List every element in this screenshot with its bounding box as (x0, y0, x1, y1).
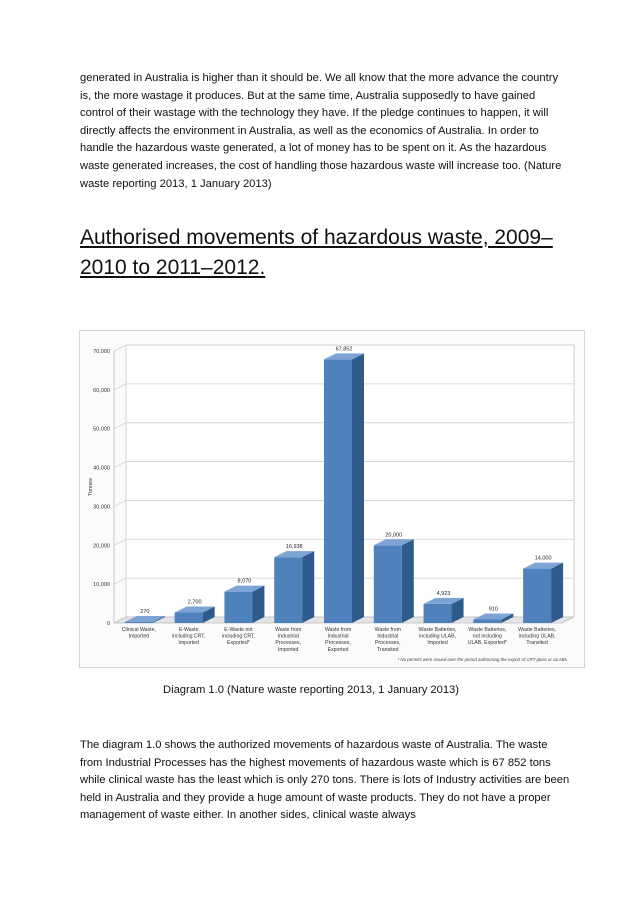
x-tick-label: Industrial (327, 633, 349, 640)
y-tick-label: 60,000 (93, 387, 110, 394)
x-tick-label: Imported (427, 640, 448, 647)
bar (374, 545, 402, 623)
bar (324, 359, 352, 623)
bar (125, 622, 153, 623)
data-label: 14,000 (534, 555, 552, 562)
x-tick-label: not including (472, 633, 502, 640)
x-tick-label: including CRT, (171, 633, 206, 640)
bar (473, 619, 501, 623)
x-tick-label: Waste from (374, 627, 401, 633)
data-label: 20,000 (385, 532, 403, 539)
bar (175, 613, 203, 623)
x-tick-label: Waste Batteries, (418, 627, 457, 633)
x-tick-label: Industrial (377, 633, 399, 640)
x-tick-label: including ULAB, (518, 633, 556, 640)
x-tick-label: ULAB, Exported* (467, 640, 507, 647)
y-tick-label: 20,000 (93, 543, 110, 550)
y-tick-label: 10,000 (93, 582, 110, 589)
y-tick-label: 40,000 (93, 465, 110, 472)
x-tick-label: Waste from (275, 627, 302, 633)
data-label: 67,852 (335, 346, 353, 353)
y-axis-label: Tonnes (88, 478, 94, 496)
data-label: 16,938 (285, 544, 303, 551)
x-tick-label: Exported* (227, 640, 250, 647)
x-tick-label: including ULAB, (419, 633, 457, 640)
diagram-caption: Diagram 1.0 (Nature waste reporting 2013, 1 January 2013) (163, 684, 460, 696)
analysis-paragraph: The diagram 1.0 shows the authorized movements of hazardous waste of Australia. The waste from Industrial Processes has the highest movements of hazardous waste which is 67 852 tons while clinical waste has the least which is only 270 tons. There is lots of Industry activities are been held in Australia and they provide a huge amount of waste products. They do not have a proper management of waste either. In another sides, clinical waste always (80, 739, 570, 822)
x-tick-label: Transited (377, 646, 399, 653)
data-label: 910 (488, 606, 498, 613)
bar (424, 604, 452, 623)
y-tick-label: 30,000 (93, 504, 110, 511)
bar-side (252, 586, 264, 623)
x-tick-label: Imported (128, 633, 150, 640)
x-tick-label: Processes, (275, 640, 302, 647)
data-label: 4,923 (436, 590, 451, 597)
data-label: 8,070 (237, 578, 252, 585)
x-tick-label: Waste from (324, 627, 352, 633)
bar (523, 569, 551, 623)
x-tick-label: Industrial (277, 633, 299, 640)
x-tick-label: Waste Batteries, (518, 627, 557, 633)
bar (274, 557, 302, 623)
x-tick-label: Transited (526, 640, 548, 647)
data-label: 270 (140, 608, 150, 615)
x-tick-label: including CRT, (221, 633, 256, 640)
x-tick-label: Imported (277, 646, 299, 653)
x-tick-label: Clinical Waste, (121, 627, 156, 633)
bar-side (352, 353, 364, 623)
x-tick-label: Exported (327, 646, 349, 653)
y-tick-label: 0 (106, 621, 110, 627)
chart-footnote: * No permits were issued over the period authorising the export of CRT glass or ULABs. (397, 657, 568, 662)
bar (224, 592, 252, 623)
x-tick-label: Waste Batteries, (468, 627, 507, 633)
bar-side (302, 551, 314, 623)
chart-figure (79, 330, 585, 668)
intro-paragraph: generated in Australia is higher than it should be. We all know that the more advance the country is, the more wastage it produces. But at the same time, Australia supposedly to have gained control of their wastage with the technology they have. If the pledge continues to happen, it will directly affects the environment in Australia, as well as the economics of Australia. In order to handle the hazardous waste generated, a lot of money has to be spent on it. As the hazardous waste generated increases, the cost of handling those hazardous waste will increase too. (Nature waste reporting 2013, 1 January 2013) (80, 72, 562, 190)
x-tick-label: Imported (178, 640, 199, 647)
x-tick-label: Processes, (374, 640, 401, 647)
x-tick-label: E-Waste (178, 627, 199, 633)
data-label: 2,700 (187, 599, 202, 606)
y-tick-label: 70,000 (93, 349, 110, 355)
bar-side (402, 539, 414, 623)
x-tick-label: E-Waste not (224, 627, 253, 633)
y-tick-label: 50,000 (93, 426, 110, 433)
x-tick-label: Processes, (325, 640, 351, 647)
bar-chart (80, 331, 584, 667)
bar-side (551, 563, 563, 623)
section-heading: Authorised movements of hazardous waste, 2009–2010 to 2011–2012. (80, 226, 553, 279)
